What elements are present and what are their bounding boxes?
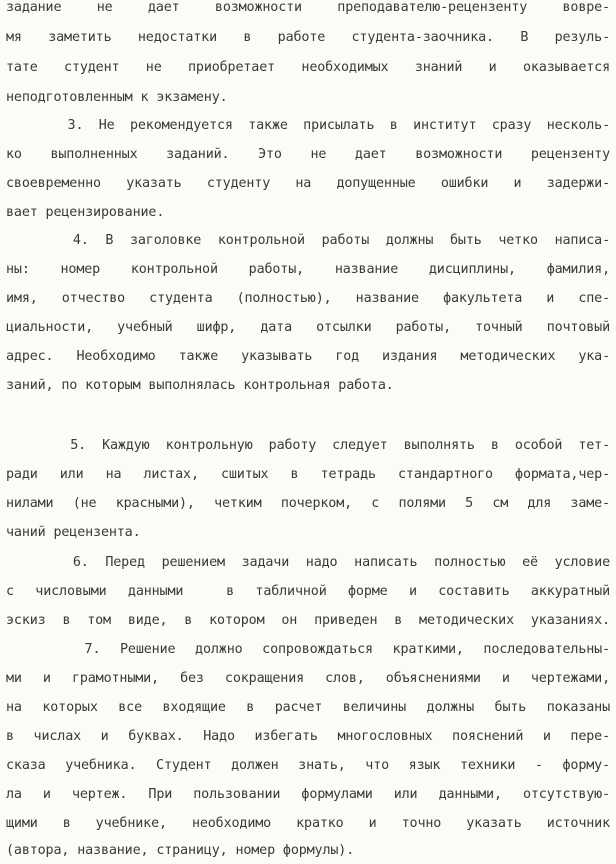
text-line-27: ла и чертеж. При пользовании формулами или данными, отсутствую- xyxy=(6,787,610,802)
text-line-11: имя, отчество студента (полностью), название факультета и спе- xyxy=(6,291,610,306)
text-line-22: 7. Решение должно сопровождаться краткими, последовательны- xyxy=(6,642,610,657)
text-line-6: ко выполненных заданий. Это не дает возможности рецензенту xyxy=(6,147,610,162)
text-line-19: 6. Перед решением задачи надо написать полностью её условие xyxy=(6,555,610,570)
text-line-21: эскиз в том виде, в котором он приведен в методических указаниях. xyxy=(6,613,610,628)
text-line-17: нилами (не красными), четким почерком, с полями 5 см для заме- xyxy=(6,496,610,511)
text-line-18: чаний рецензента. xyxy=(6,525,141,540)
text-line-8: вает рецензирование. xyxy=(6,205,165,220)
text-line-24: на которых все входящие в расчет величины должны быть показаны xyxy=(6,700,610,715)
text-line-4: неподготовленным к экзамену. xyxy=(6,90,228,105)
text-line-5: 3. Не рекомендуется также присылать в институт сразу несколь- xyxy=(6,118,610,133)
text-line-3: тате студент не приобретает необходимых знаний и оказывается xyxy=(6,60,610,75)
text-line-23: ми и грамотными, без сокращения слов, объяснениями и чертежами, xyxy=(6,671,610,686)
text-line-28: щими в учебнике, необходимо кратко и точно указать источник xyxy=(6,816,610,831)
text-line-26: сказа учебника. Студент должен знать, что язык техники - форму- xyxy=(6,758,610,773)
text-line-10: ны: номер контрольной работы, название дисциплины, фамилия, xyxy=(6,262,610,277)
text-line-25: в числах и буквах. Надо избегать многословных пояснений и пере- xyxy=(6,729,610,744)
text-line-13: адрес. Необходимо также указывать год издания методических ука- xyxy=(6,349,610,364)
text-line-9: 4. В заголовке контрольной работы должны быть четко написа- xyxy=(6,233,610,248)
text-line-14: заний, по которым выполнялась контрольная работа. xyxy=(6,378,394,393)
text-line-16: ради или на листах, сшитых в тетрадь стандартного формата,чер- xyxy=(6,467,610,482)
text-line-2: мя заметить недостатки в работе студента-заочника. В резуль- xyxy=(6,30,610,45)
text-line-1: задание не дает возможности преподавателю-рецензенту вовре- xyxy=(6,0,610,15)
text-line-12: циальности, учебный шифр, дата отсылки работы, точный почтовый xyxy=(6,320,610,335)
text-line-7: своевременно указать студенту на допущенные ошибки и задержи- xyxy=(6,176,610,191)
text-line-29: (автора, название, страницу, номер формулы). xyxy=(6,843,355,858)
text-line-15: 5. Каждую контрольную работу следует выполнять в особой тет- xyxy=(6,438,610,453)
text-line-20: с числовыми данными в табличной форме и составить аккуратный xyxy=(6,584,610,599)
